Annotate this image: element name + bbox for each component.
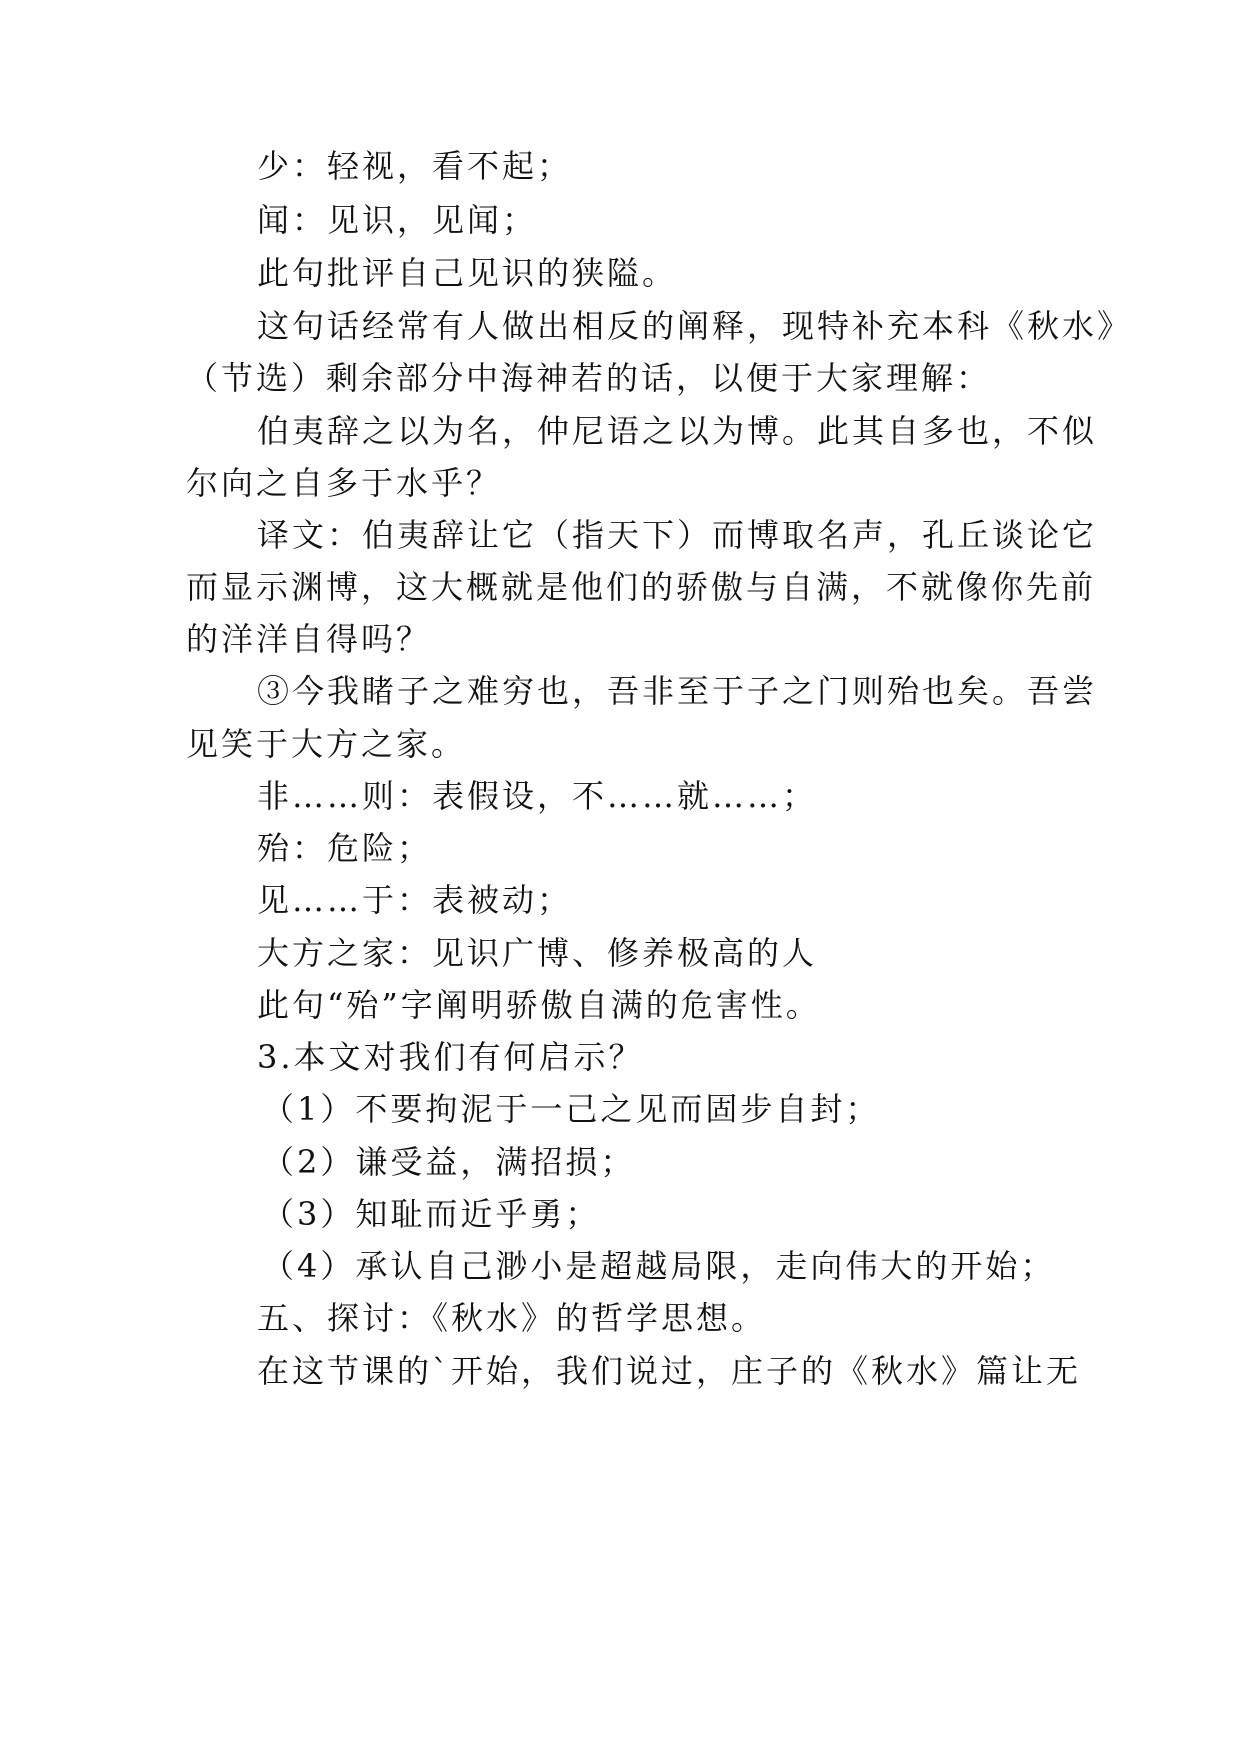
list-item: （2）谦受益，满招损； (262, 1143, 636, 1181)
text-line: 此句批评自己见识的狭隘。 (257, 254, 678, 292)
text-line: 这句话经常有人做出相反的阐释，现特补充本科《秋水》 (257, 307, 1133, 345)
text-line: 的洋洋自得吗？ (186, 620, 432, 658)
list-item: （1）不要拘泥于一己之见而固步自封； (262, 1090, 881, 1128)
section-heading: 五、探讨：《秋水》的哲学思想。 (257, 1299, 767, 1337)
text-line: 此句“殆”字阐明骄傲自满的危害性。 (257, 986, 821, 1024)
text-line: （节选）剩余部分中海神若的话，以便于大家理解： (186, 359, 992, 397)
text-line: 伯夷辞之以为名，仲尼语之以为博。此其自多也，不似 (257, 412, 1098, 450)
text-line: 见……于：表被动； (257, 881, 573, 919)
text-line: 殆：危险； (257, 829, 433, 867)
text-line: 在这节课的`开始，我们说过，庄子的《秋水》篇让无 (257, 1352, 1082, 1390)
text-line: 而显示渊博，这大概就是他们的骄傲与自满，不就像你先前 (186, 568, 1097, 606)
text-line: ③今我睹子之难穷也，吾非至于子之门则殆也矣。吾尝 (257, 672, 1098, 710)
text-line: 见笑于大方之家。 (186, 725, 467, 763)
text-line: 非……则：表假设，不……就……； (257, 777, 818, 815)
text-line: 大方之家：见识广博、修养极高的人 (257, 934, 818, 972)
text-line: 译文：伯夷辞让它（指天下）而博取名声，孔丘谈论它 (257, 516, 1098, 554)
list-item: （3）知耻而近乎勇； (262, 1195, 601, 1233)
text-line: 闻：见识，见闻； (257, 201, 538, 239)
text-line: 少：轻视，看不起； (257, 147, 573, 185)
list-item: （4）承认自己渺小是超越局限，走向伟大的开始； (262, 1247, 1056, 1285)
text-line: 尔向之自多于水乎？ (186, 464, 502, 502)
text-line: 3.本文对我们有何启示？ (257, 1038, 644, 1076)
